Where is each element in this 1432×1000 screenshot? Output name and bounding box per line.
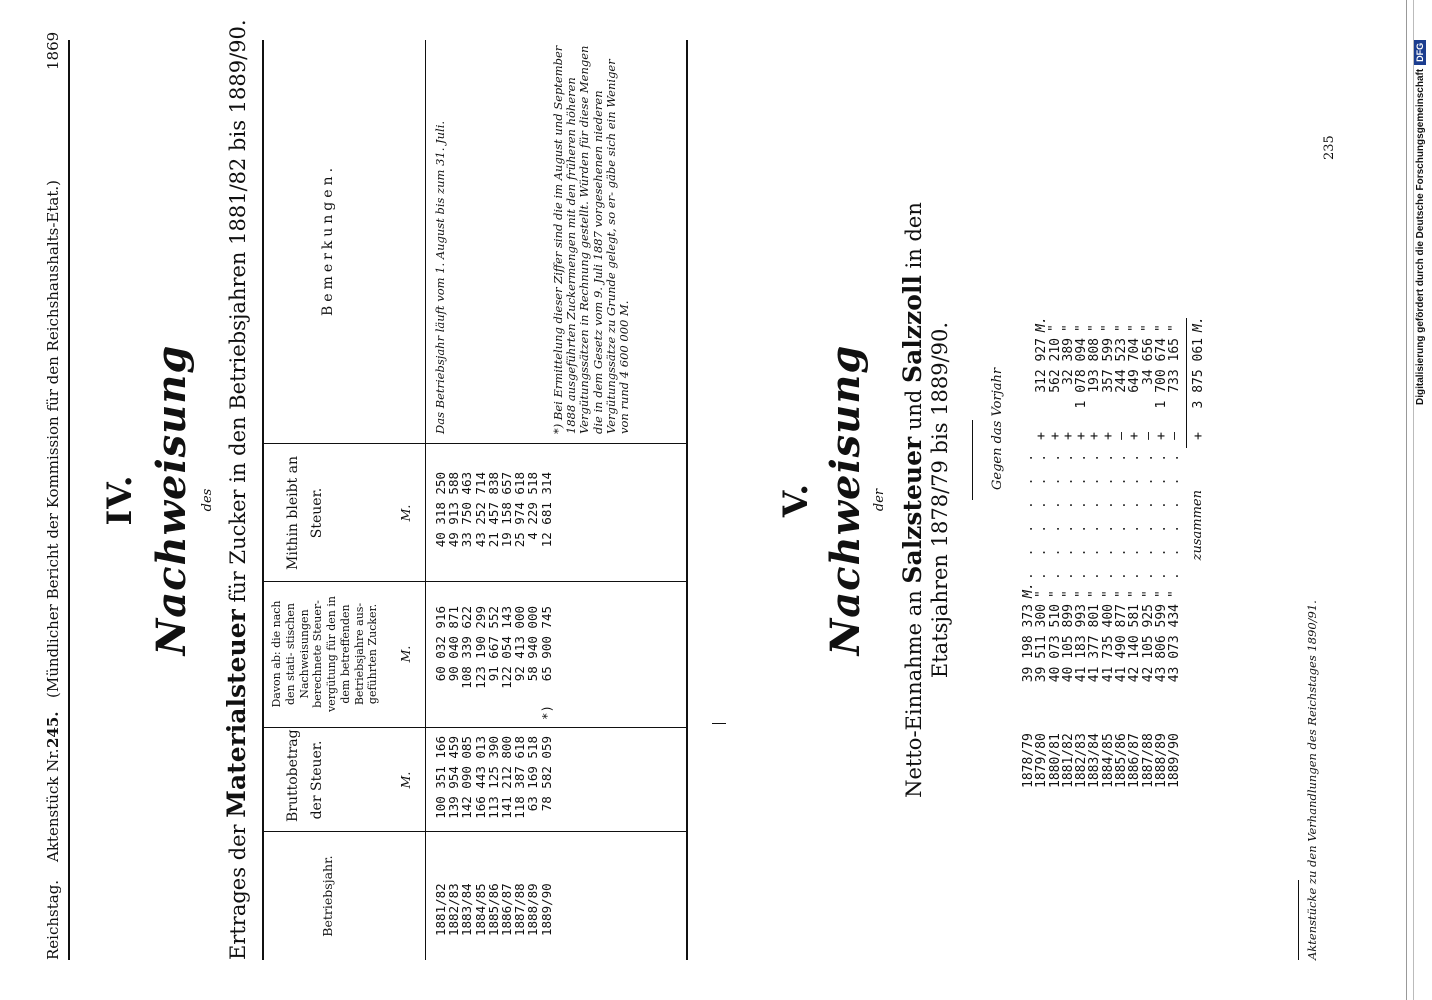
table-v-diff: 733 165 bbox=[1167, 338, 1183, 393]
table-iv-verbleibt: 40 318 250 bbox=[433, 472, 448, 548]
table-v-ditto: " bbox=[1167, 590, 1183, 598]
table-iv-year: 1883/84 bbox=[459, 883, 475, 936]
table-v-amount: 39 511 300 bbox=[1034, 604, 1050, 683]
table-v-ditto: " bbox=[1127, 590, 1143, 598]
table-v-ditto: " bbox=[1047, 590, 1063, 598]
section-divider-mark bbox=[712, 723, 726, 724]
table-v-ditto: " bbox=[1153, 590, 1169, 598]
table-v-amount-column bbox=[1022, 604, 1182, 704]
th-brutto-unit: M. bbox=[398, 771, 413, 789]
section-v-subtitle-line1 bbox=[898, 40, 927, 960]
table-v-ditto: " bbox=[1034, 590, 1050, 598]
table-v-year: 1884/85 bbox=[1100, 733, 1116, 788]
table-iv-verbleibt: 12 681 314 bbox=[538, 472, 554, 548]
table-v-dot-leaders bbox=[1021, 449, 1183, 580]
dot-leader: . . . . . . bbox=[1100, 449, 1116, 580]
table-iv-brutto: 166 443 013 bbox=[472, 736, 488, 819]
table-iv-davon: 122 054 143 bbox=[499, 606, 515, 689]
th-verbleibt-unit: M. bbox=[398, 504, 413, 522]
table-v-sign bbox=[1022, 428, 1035, 444]
table-v-diff-column bbox=[1022, 338, 1182, 426]
table-iv-year: 1887/88 bbox=[512, 883, 528, 936]
table-v-diff: 1 078 094 bbox=[1074, 338, 1090, 409]
header-report-title: (Mündlicher Bericht der Kommission für den Reichshaushalts-Etat.) bbox=[44, 180, 62, 698]
section-v-numeral: V. bbox=[776, 482, 816, 518]
table-v-total-value: 3 875 061 bbox=[1191, 338, 1206, 409]
header-aktenstueck-label: Aktenstück Nr. bbox=[44, 748, 62, 862]
table-v-diff-ditto: " bbox=[1047, 324, 1063, 332]
subtitle-v-und: und bbox=[902, 389, 926, 431]
footer-rule bbox=[1298, 880, 1299, 960]
table-v-unit: M. bbox=[1021, 582, 1036, 598]
dot-leader: . . . . . . bbox=[1114, 449, 1130, 580]
table-iv-verbleibt: 49 913 588 bbox=[446, 472, 462, 548]
table-v-total-label: zusammen bbox=[1190, 490, 1205, 561]
table-iv-davon: 91 667 552 bbox=[485, 606, 501, 682]
table-iv-davon: 90 040 871 bbox=[446, 606, 462, 682]
table-iv-brutto: 141 212 800 bbox=[499, 736, 515, 819]
table-iv-davon: 108 339 622 bbox=[459, 606, 475, 689]
table-v-sign: + bbox=[1074, 432, 1090, 440]
page-edge-line bbox=[1406, 0, 1407, 1000]
dot-leader: . . . . . . bbox=[1047, 449, 1063, 580]
table-v-total-sign: + bbox=[1191, 432, 1206, 440]
table-iv-year: 1886/87 bbox=[499, 883, 515, 936]
table-iv-davon: 58 940 000 bbox=[525, 606, 541, 682]
th-year: Betriebsjahr. bbox=[320, 855, 335, 937]
table-v-diff: 34 656 bbox=[1140, 338, 1156, 385]
table-iv-davon: 60 032 916 bbox=[433, 606, 448, 682]
th-brutto: Bruttobetrag der Steuer. bbox=[285, 729, 325, 822]
table-iv-brutto: 100 351 166 bbox=[433, 736, 448, 819]
subtitle-iv-bold: Materialsteuer bbox=[222, 609, 251, 818]
table-v-sign: + bbox=[1047, 432, 1063, 440]
table-v-sign: + bbox=[1153, 432, 1169, 440]
table-v-diff-ditto: " bbox=[1100, 324, 1116, 332]
table-v-ditto: " bbox=[1074, 590, 1090, 598]
digitization-credit bbox=[1412, 10, 1430, 405]
table-iv-verbleibt: 33 750 463 bbox=[459, 472, 475, 548]
dot-leader: . . . . . . bbox=[1167, 449, 1183, 580]
table-v-amount: 39 198 373 bbox=[1021, 604, 1036, 683]
table-v-diff-ditto: " bbox=[1166, 324, 1182, 332]
dot-leader: . . . . . . bbox=[1140, 449, 1156, 580]
table-v-col-header: Gegen das Vorjahr bbox=[990, 367, 1005, 490]
table-v-diff-ditto: " bbox=[1073, 324, 1089, 332]
th-verbleibt: Mithin bleibt an Steuer. bbox=[285, 456, 325, 571]
table-iv-year: 1889/90 bbox=[538, 883, 554, 936]
dot-leader: . . . . . . bbox=[1074, 449, 1090, 580]
table-v-diff: 193 808 bbox=[1087, 338, 1103, 393]
table-v-diff: 32 389 bbox=[1060, 338, 1076, 385]
section-iv-numeral: IV. bbox=[100, 474, 140, 526]
table-v-ditto: " bbox=[1140, 590, 1156, 598]
dot-leader: . . . . . . bbox=[1153, 449, 1169, 580]
header-reichstag: Reichstag. bbox=[44, 879, 62, 960]
table-v-year: 1881/82 bbox=[1060, 733, 1076, 788]
table-v-sign: + bbox=[1060, 432, 1076, 440]
table-iv-davon-column bbox=[434, 606, 553, 700]
table-iv-verbleibt: 4 229 518 bbox=[525, 472, 541, 540]
table-iv-verbleibt: 19 158 657 bbox=[499, 472, 515, 548]
dfg-logo: DFG bbox=[1414, 40, 1426, 65]
table-v-sign: + bbox=[1087, 432, 1103, 440]
table-v-amount: 40 105 899 bbox=[1060, 604, 1076, 683]
table-v-amount: 42 105 925 bbox=[1140, 604, 1156, 683]
table-v-amount: 42 140 581 bbox=[1127, 604, 1143, 683]
table-v-sum-rule bbox=[1186, 318, 1187, 448]
dot-leader: . . . . . . bbox=[1034, 449, 1050, 580]
table-v-year: 1889/90 bbox=[1167, 733, 1183, 788]
th-remarks: Bemerkungen. bbox=[320, 163, 336, 317]
table-iv-year: 1885/86 bbox=[485, 883, 501, 936]
table-v-year: 1887/88 bbox=[1140, 733, 1156, 788]
table-v-total-unit: M. bbox=[1191, 316, 1206, 332]
subtitle-iv-post: für Zucker in den Betriebsjahren 1881/82 bis 1889/90. bbox=[226, 19, 250, 603]
table-v-amount: 43 806 599 bbox=[1153, 604, 1169, 683]
dot-leader: . . . . . . bbox=[1021, 449, 1036, 580]
table-v-amount: 41 377 801 bbox=[1087, 604, 1103, 683]
table-v-diff-ditto: " bbox=[1113, 324, 1129, 332]
subtitle-v-pre: Netto-Einnahme an bbox=[902, 590, 926, 798]
digitization-credit-text: Digitalisierung gefördert durch die Deutsche Forschungsgemeinschaft bbox=[1415, 68, 1426, 405]
subtitle-iv-pre: Ertrages der bbox=[226, 824, 250, 960]
th-davon: Davon ab: die nach den stati- stischen Nachweisungen berechnete Steuer- vergütung für den in dem betreffenden Betriebsjahre aus- geführten Zucker. bbox=[270, 596, 380, 712]
table-iv-verbleibt: 25 974 618 bbox=[512, 472, 528, 548]
table-v-diff: 244 523 bbox=[1114, 338, 1130, 393]
table-v-ditto: " bbox=[1100, 590, 1116, 598]
table-iv-brutto: 113 125 390 bbox=[485, 736, 501, 819]
table-iv-col-divider-2 bbox=[262, 727, 686, 728]
section-v-subtitle-line2: Etatsjahren 1878/79 bis 1889/90. bbox=[928, 321, 952, 679]
table-v-diff-unit: M. bbox=[1034, 316, 1049, 332]
table-v-sign: + bbox=[1127, 432, 1143, 440]
th-davon-unit: M. bbox=[398, 645, 413, 663]
table-v-unit-column bbox=[1022, 584, 1182, 598]
table-iv-verbleibt: 21 457 838 bbox=[485, 472, 501, 548]
table-iv-brutto: 118 387 618 bbox=[512, 736, 528, 819]
table-v-sign-column bbox=[1022, 428, 1182, 444]
table-iv-header-rule bbox=[425, 40, 426, 960]
table-iv-top-rule bbox=[262, 40, 264, 960]
table-iv-year: 1888/89 bbox=[525, 883, 541, 936]
footer-text: Aktenstücke zu den Verhandlungen des Reichstages 1890/91. bbox=[1305, 600, 1319, 960]
table-iv-brutto: 63 169 518 bbox=[525, 736, 541, 812]
remark-footnote: *) Bei Ermittelung dieser Ziffer sind die im August und September 1888 ausgeführten Zuckermengen mit den früheren höheren Vergütungssätzen in Rechnung gestellt. Würden für diese Mengen die in dem Gesetz vom 9. Juli 1887 vorgesehenen niederen Vergütungssätze zu Grunde gelegt, so er- gäbe sich ein Weniger von rund 4 600 000 M. bbox=[551, 45, 632, 434]
table-v-amount: 41 735 400 bbox=[1100, 604, 1116, 683]
table-v-amount: 43 073 434 bbox=[1167, 604, 1183, 683]
table-v-diff-ditto: " bbox=[1140, 324, 1156, 332]
table-iv-brutto: 78 582 059 bbox=[538, 736, 554, 812]
table-v-diff: 649 704 bbox=[1127, 338, 1143, 393]
header-rule bbox=[68, 40, 70, 960]
table-v-diff-ditto: " bbox=[1153, 324, 1169, 332]
table-iv-davon: 92 413 000 bbox=[512, 606, 528, 682]
footer-page-number: 235 bbox=[1322, 135, 1337, 160]
table-v-ditto: " bbox=[1114, 590, 1130, 598]
digitization-strip bbox=[1412, 10, 1430, 405]
table-v-sign: — bbox=[1167, 432, 1183, 440]
table-iv-davon: 65 900 745 bbox=[538, 606, 554, 682]
table-iv-bottom-rule bbox=[686, 40, 688, 960]
table-v-sign: + bbox=[1100, 432, 1116, 440]
subtitle-v-post: in den bbox=[902, 202, 926, 269]
dot-leader: . . . . . . bbox=[1127, 449, 1143, 580]
dot-leader: . . . . . . bbox=[1060, 449, 1076, 580]
table-v-sign: — bbox=[1140, 432, 1156, 440]
table-v-diff: 1 700 674 bbox=[1153, 338, 1169, 409]
table-v-diff-ditto: " bbox=[1087, 324, 1103, 332]
table-iv-col-divider-4 bbox=[262, 443, 686, 444]
table-iv-verbleibt: 43 252 714 bbox=[472, 472, 488, 548]
table-v-diff: 562 210 bbox=[1047, 338, 1063, 393]
table-iv-asterisk: *) bbox=[539, 704, 554, 720]
table-iv-brutto: 139 954 459 bbox=[446, 736, 462, 819]
table-iv-brutto: 142 090 085 bbox=[459, 736, 475, 819]
table-iv-year-column bbox=[434, 846, 553, 936]
table-v-year-column bbox=[1022, 712, 1182, 788]
table-v-year: 1886/87 bbox=[1127, 733, 1143, 788]
table-v-amount: 41 490 877 bbox=[1114, 604, 1130, 683]
table-iv-year: 1884/85 bbox=[472, 883, 488, 936]
table-iv-year: 1882/83 bbox=[446, 883, 462, 936]
table-v-diff: 357 599 bbox=[1100, 338, 1116, 393]
remark-betriebsjahr: Das Betriebsjahr läuft vom 1. August bis zum 31. Juli. bbox=[433, 120, 447, 434]
table-iv-year: 1881/82 bbox=[433, 883, 448, 936]
table-v-diff-ditto: " bbox=[1127, 324, 1143, 332]
header-aktenstueck-number: 245. bbox=[44, 711, 62, 748]
table-v-amount: 41 183 993 bbox=[1074, 604, 1090, 683]
table-v-ditto: " bbox=[1060, 590, 1076, 598]
section-iv-subtitle bbox=[222, 19, 251, 960]
table-v-sign: + bbox=[1034, 432, 1050, 440]
dot-leader: . . . . . . bbox=[1087, 449, 1103, 580]
table-v-year: 1878/79 bbox=[1021, 733, 1036, 788]
table-v-diff-ditto: " bbox=[1060, 324, 1076, 332]
table-v-year: 1885/86 bbox=[1114, 733, 1130, 788]
section-iv-title: Nachweisung bbox=[148, 344, 195, 656]
table-iv-verbleibt-column bbox=[434, 472, 553, 564]
table-v-amount: 40 073 510 bbox=[1047, 604, 1063, 683]
table-iv-brutto-column bbox=[434, 736, 553, 828]
subtitle-v-salzsteuer: Salzsteuer bbox=[898, 436, 927, 584]
header-page-number: 1869 bbox=[44, 31, 62, 70]
table-v-sign: — bbox=[1114, 432, 1130, 440]
table-v-diff bbox=[1022, 338, 1035, 426]
table-iv-col-divider-3 bbox=[262, 581, 686, 582]
running-header bbox=[44, 31, 68, 960]
section-v-connector: der bbox=[872, 488, 887, 512]
subtitle-v-salzzoll: Salzzoll bbox=[898, 275, 927, 383]
table-v-diff: 312 927 bbox=[1034, 338, 1050, 393]
table-v-year: 1882/83 bbox=[1074, 733, 1090, 788]
section-v-short-rule bbox=[972, 420, 973, 500]
section-iv-connector: des bbox=[200, 488, 215, 512]
table-v-year: 1879/80 bbox=[1034, 733, 1050, 788]
table-v-year: 1883/84 bbox=[1087, 733, 1103, 788]
table-v-diff-unit-column bbox=[1035, 318, 1181, 332]
table-v-year: 1888/89 bbox=[1153, 733, 1169, 788]
table-iv-davon: 123 190 299 bbox=[472, 606, 488, 689]
table-v-year: 1880/81 bbox=[1047, 733, 1063, 788]
section-v-title: Nachweisung bbox=[822, 344, 869, 656]
table-v-ditto: " bbox=[1087, 590, 1103, 598]
